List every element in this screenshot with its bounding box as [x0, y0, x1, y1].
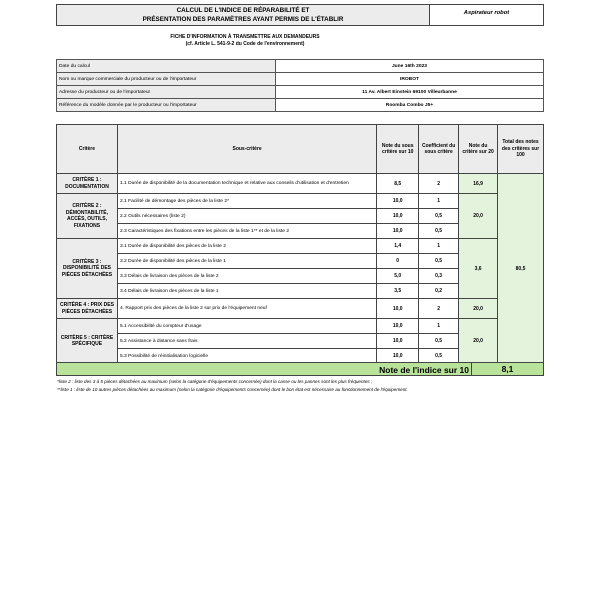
- index-footer: [56, 362, 544, 376]
- subcriterion-coef: 0,5: [419, 334, 459, 349]
- header-coef: Coefficient du sous critère: [419, 125, 459, 174]
- criterion-3-label: CRITÈRE 3 : DISPONIBILITÉ DES PIÈCES DÉTACHÉES: [57, 239, 118, 299]
- subcriterion-coef: 1: [419, 194, 459, 209]
- subcriterion-coef: 0,2: [419, 284, 459, 299]
- table-row: [57, 194, 544, 209]
- address-value: 11 Av. Albert Einstein 69100 Villeurbanne: [276, 86, 544, 99]
- brand-value: IROBOT: [276, 73, 544, 86]
- subcriterion-label: 3.1 Durée de disponibilité des pièces de la liste 2: [117, 239, 376, 254]
- subcriterion-label: 2.2 Outils nécessaires (liste 2): [117, 209, 376, 224]
- criterion-5-label: CRITÈRE 5 : CRITÈRE SPÉCIFIQUE: [57, 319, 118, 364]
- subcriterion-coef: 0,5: [419, 224, 459, 239]
- table-row: [57, 174, 544, 194]
- criteria-table: [56, 124, 544, 364]
- brand-label: Nom ou marque commerciale du producteur ou de l'importateur: [57, 73, 276, 86]
- subcriterion-coef: 2: [419, 299, 459, 319]
- criterion-4-label: CRITÈRE 4 : PRIX DES PIÈCES DÉTACHÉES: [57, 299, 118, 319]
- criterion-2-score: 20,0: [459, 194, 498, 239]
- subcriterion-coef: 1: [419, 319, 459, 334]
- subcriterion-coef: 2: [419, 174, 459, 194]
- subcriterion-note: 10,0: [377, 334, 419, 349]
- table-row: [57, 319, 544, 334]
- header-subcriteria: Sous-critère: [117, 125, 376, 174]
- footnote-list-2: *liste 2 : liste des 3 à 5 pièces détachées au maximum (selon la catégorie d'équipements concernée) dont la casse ou les pannes sont les plus fréquentes ;: [57, 379, 373, 384]
- table-row: [57, 299, 544, 319]
- info-row-brand: [57, 73, 544, 86]
- subtitle-line-1: FICHE D'INFORMATION À TRANSMETTRE AUX DEMANDEURS: [170, 34, 320, 40]
- subcriterion-note: 10,0: [377, 224, 419, 239]
- subcriterion-coef: 0,5: [419, 349, 459, 364]
- subcriterion-coef: 0,5: [419, 254, 459, 269]
- total-score: 80,5: [498, 174, 544, 364]
- subcriterion-label: 3.3 Délais de livraison des pièces de la liste 2: [117, 269, 376, 284]
- title-line-1: CALCUL DE L'INDICE DE RÉPARABILITÉ ET: [176, 7, 310, 14]
- index-value: 8,1: [471, 363, 543, 375]
- subcriterion-note: 8,5: [377, 174, 419, 194]
- subcriterion-note: 10,0: [377, 319, 419, 334]
- subcriterion-label: 5.2 Assistance à distance sans frais: [117, 334, 376, 349]
- subcriterion-label: 2.3 Caractéristiques des fixations entre les pièces de la liste 1** et de la liste 2: [117, 224, 376, 239]
- date-value: June 16th 2023: [276, 60, 544, 73]
- subcriterion-label: 3.2 Durée de disponibilité des pièces de la liste 1: [117, 254, 376, 269]
- subcriterion-label: 5.1 Accessibilité du compteur d'usage: [117, 319, 376, 334]
- info-row-address: [57, 86, 544, 99]
- subcriterion-note: 10,0: [377, 349, 419, 364]
- subcriterion-note: 3,5: [377, 284, 419, 299]
- info-table: [56, 59, 544, 112]
- header-note20: Note du critère sur 20: [459, 125, 498, 174]
- criterion-3-score: 3,6: [459, 239, 498, 299]
- info-row-date: [57, 60, 544, 73]
- subcriterion-note: 10,0: [377, 194, 419, 209]
- address-label: Adresse du producteur ou de l'importateur: [57, 86, 276, 99]
- table-header-row: [57, 125, 544, 174]
- document-title: [56, 4, 430, 26]
- criterion-4-score: 20,0: [459, 299, 498, 319]
- subcriterion-coef: 1: [419, 239, 459, 254]
- subtitle: [140, 34, 350, 48]
- model-value: Roomba Combo J5+: [276, 99, 544, 112]
- subcriterion-label: 3.4 Délais de livraison des pièces de la liste 1: [117, 284, 376, 299]
- subtitle-line-2: (cf. Article L. 541-9-2 du Code de l'environnement): [185, 41, 305, 47]
- header-note10: Note du sous critère sur 10: [377, 125, 419, 174]
- criterion-5-score: 20,0: [459, 319, 498, 364]
- criterion-1-score: 16,9: [459, 174, 498, 194]
- subcriterion-note: 5,0: [377, 269, 419, 284]
- subcriterion-label: 1.1 Durée de disponibilité de la documentation technique et relative aux conseils d'utilisation et d'entretien: [117, 174, 376, 194]
- criterion-1-label: CRITÈRE 1 : DOCUMENTATION: [57, 174, 118, 194]
- subcriterion-label: 5.3 Possibilité de réinitialisation logicielle: [117, 349, 376, 364]
- title-line-2: PRÉSENTATION DES PARAMÈTRES AYANT PERMIS DE L'ÉTABLIR: [142, 15, 344, 23]
- date-label: Date du calcul: [57, 60, 276, 73]
- subcriterion-note: 0: [377, 254, 419, 269]
- header-total: Total des notes des critères sur 100: [498, 125, 544, 174]
- model-label: Référence du modèle donnée par le producteur ou l'importateur: [57, 99, 276, 112]
- subcriterion-label: 2.1 Facilité de démontage des pièces de la liste 2*: [117, 194, 376, 209]
- subcriterion-note: 1,4: [377, 239, 419, 254]
- subcriterion-coef: 0,5: [419, 209, 459, 224]
- product-category: Aspirateur robot: [430, 4, 544, 26]
- subcriterion-coef: 0,3: [419, 269, 459, 284]
- subcriterion-note: 10,0: [377, 209, 419, 224]
- info-row-model: [57, 99, 544, 112]
- table-row: [57, 239, 544, 254]
- criterion-2-label: CRITÈRE 2 : DÉMONTABILITÉ, ACCÈS, OUTILS, FIXATIONS: [57, 194, 118, 239]
- subcriterion-note: 10,0: [377, 299, 419, 319]
- subcriterion-label: 4. Rapport prix des pièces de la liste 2 sur prix de l'équipement neuf: [117, 299, 376, 319]
- index-label: Note de l'indice sur 10: [379, 365, 469, 375]
- footnote-list-1: **liste 1 : liste de 10 autres pièces détachées au maximum (selon la catégorie d'équipements concernée) dont le bon état est nécessaire au fonctionnement de l'équipement.: [57, 387, 408, 392]
- header-criteria: Critère: [57, 125, 118, 174]
